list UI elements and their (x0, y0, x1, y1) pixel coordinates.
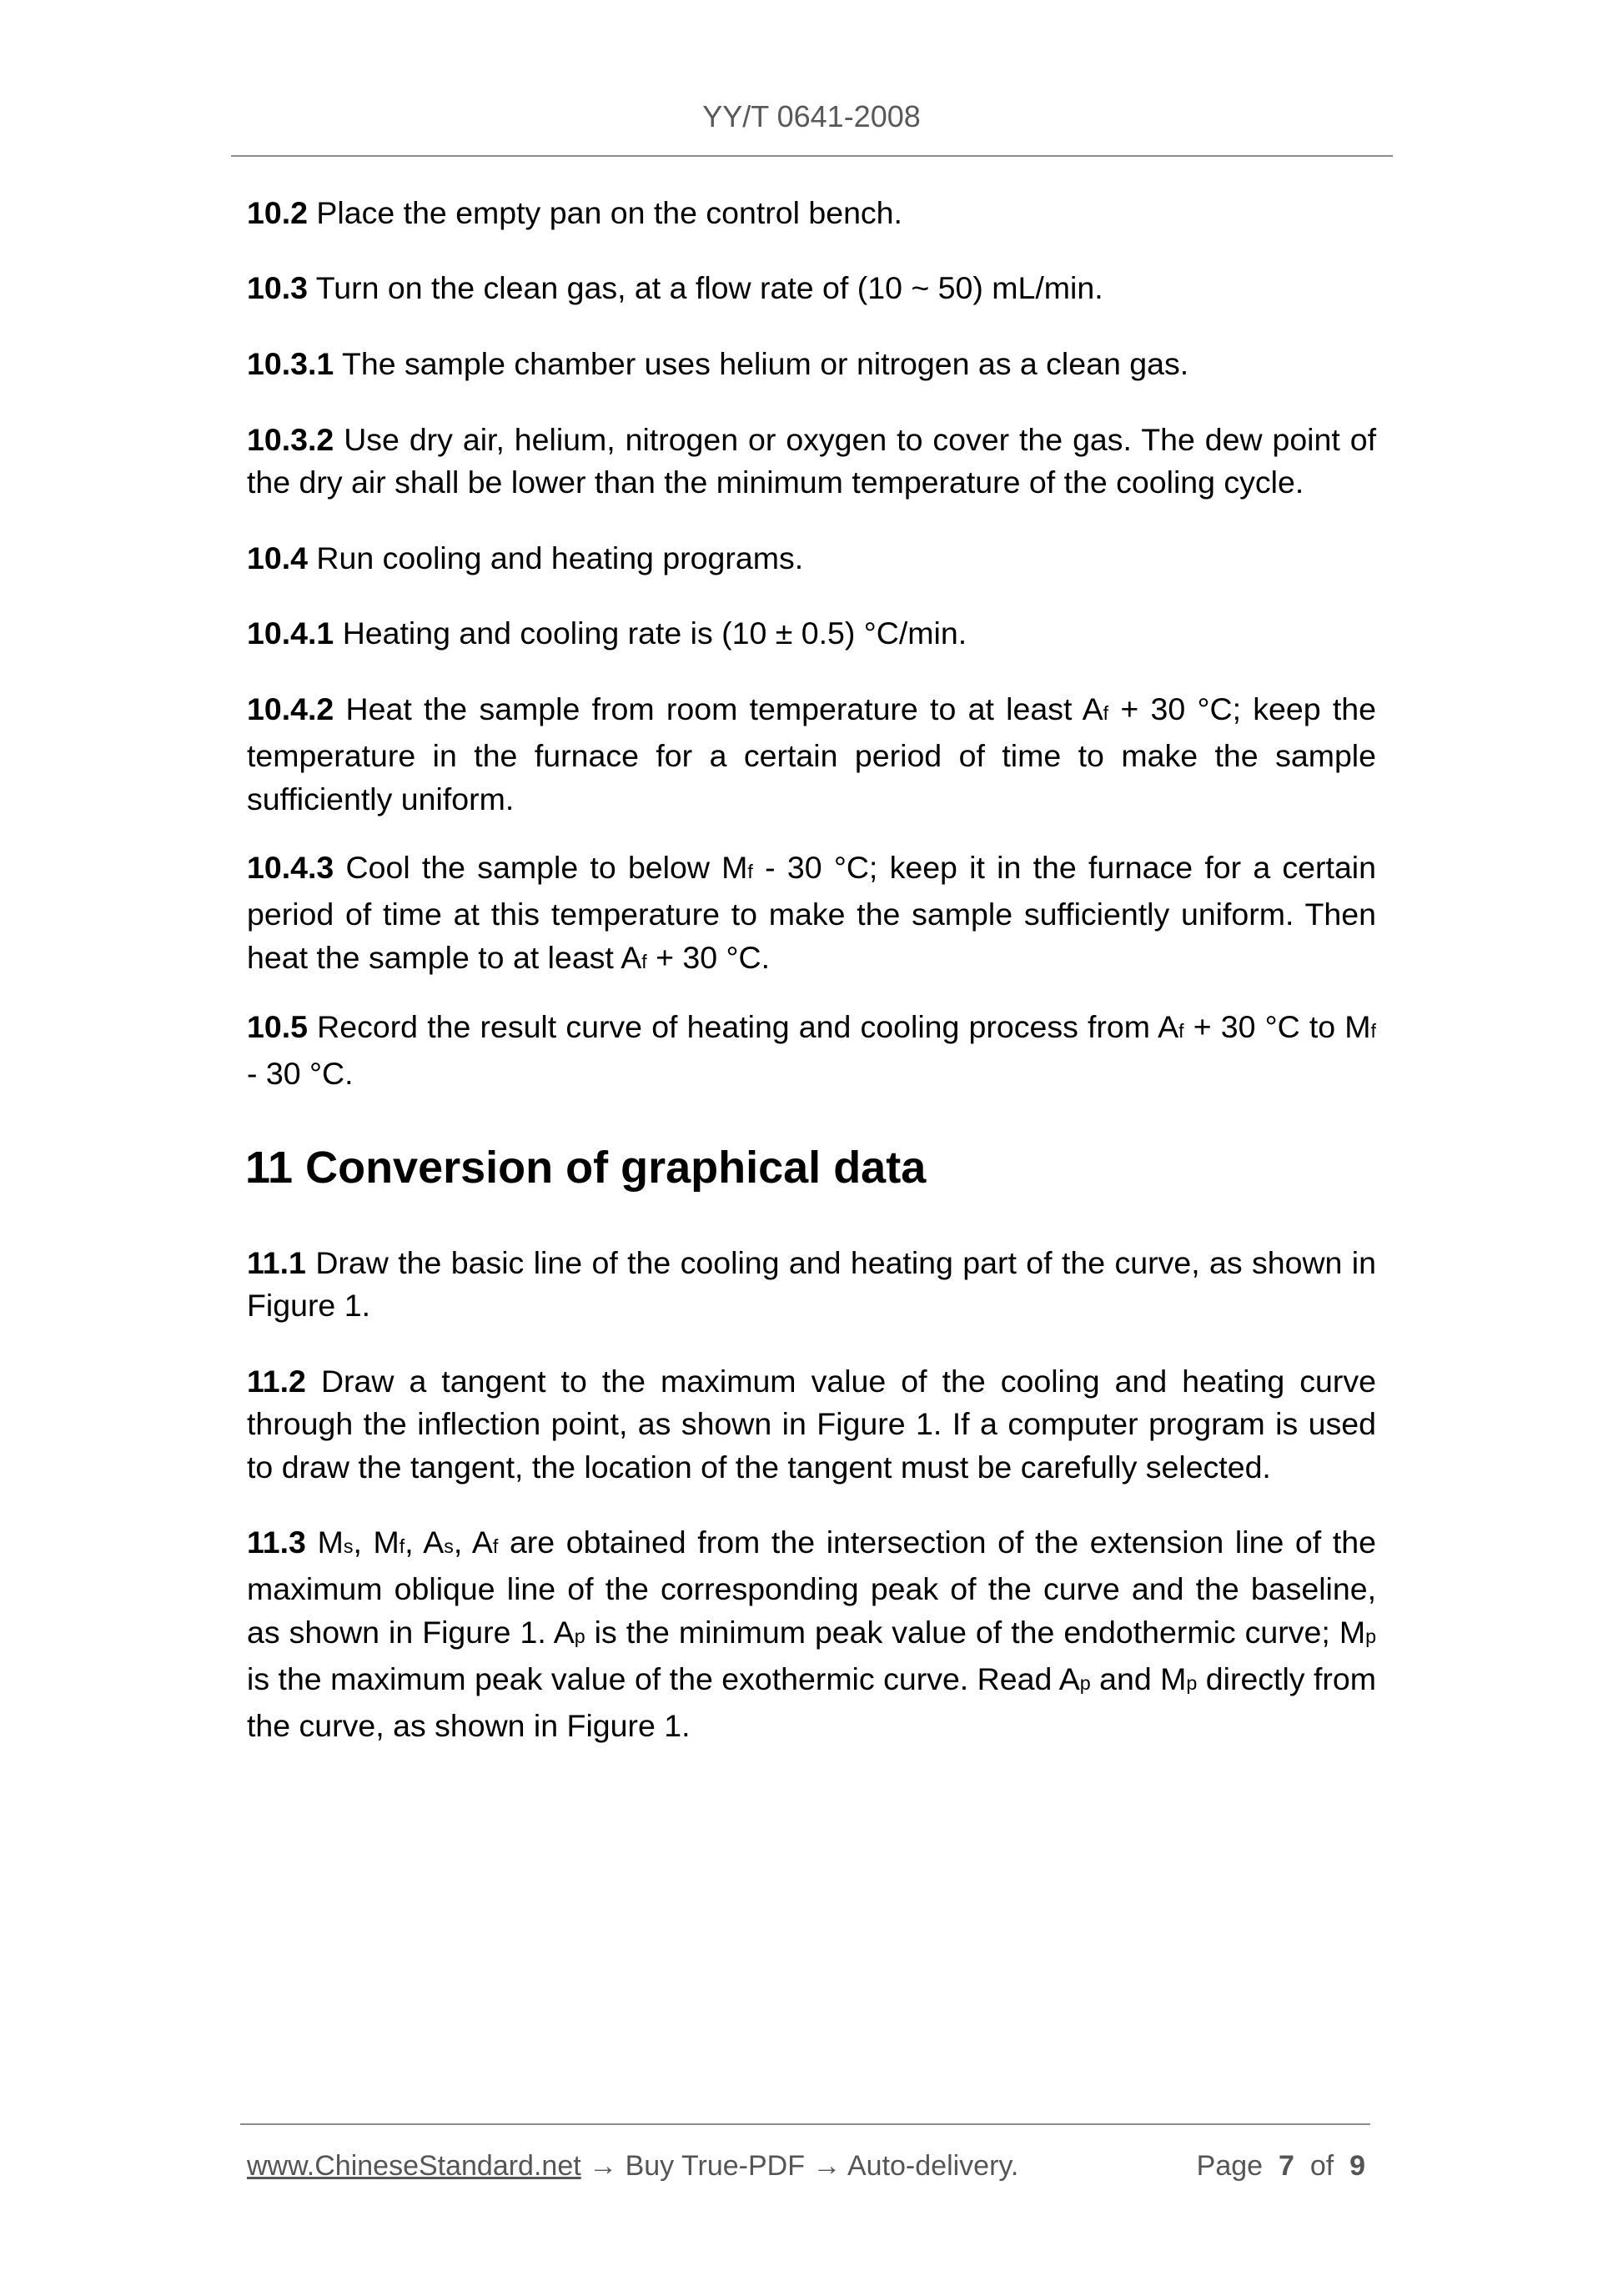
document-id-header: YY/T 0641-2008 (702, 99, 921, 133)
clause-text: Heat the sample from room temperature to at least A (345, 691, 1103, 726)
subscript: f (492, 1535, 499, 1557)
arrow-right-icon: → (812, 2150, 842, 2182)
subscript: f (641, 950, 647, 972)
clause-number: 10.5 (247, 1009, 308, 1044)
subscript: p (1079, 1671, 1091, 1694)
clause-10-3 (247, 267, 1376, 309)
clause-number: 10.3.1 (247, 346, 334, 381)
auto-delivery-text: Auto-delivery. (841, 2150, 1019, 2182)
clause-text: The sample chamber uses helium or nitrogen as a clean gas. (342, 346, 1189, 381)
header-divider (231, 155, 1393, 157)
subscript: f (1178, 1020, 1184, 1042)
clause-10-4-1 (247, 612, 1376, 655)
clause-number: 10.4 (247, 540, 308, 575)
clause-number: 11.2 (247, 1364, 306, 1399)
buy-text: Buy True-PDF (617, 2150, 813, 2182)
separator: , (404, 1525, 424, 1560)
clause-text: - 30 °C. (247, 1056, 354, 1092)
clause-text: Place the empty pan on the control bench. (316, 195, 902, 230)
clause-10-4 (247, 537, 1376, 580)
symbol: A (471, 1525, 493, 1560)
clause-text: Draw a tangent to the maximum value of the cooling and heating curve through the inflection point, as shown in Figure 1. If a computer program is used to draw the tangent, the location of the tangent must be carefully selected. (247, 1364, 1376, 1485)
subscript: f (399, 1535, 405, 1557)
symbol: M (1339, 1614, 1366, 1650)
clause-10-3-1 (247, 343, 1376, 385)
symbol: M (317, 1525, 344, 1560)
clause-text: + 30 °C. (646, 939, 771, 975)
clause-text: Cool the sample to below M (345, 850, 748, 885)
footer-promo (247, 2148, 1018, 2184)
website-link[interactable]: www.ChineseStandard.net (247, 2150, 581, 2182)
clause-number: 11.1 (247, 1245, 306, 1280)
clause-11-1 (247, 1242, 1376, 1328)
footer-divider (240, 2123, 1370, 2125)
clause-text: + 30 °C to M (1183, 1009, 1371, 1044)
clause-number: 10.3 (247, 270, 308, 305)
clause-text: is the minimum peak value of the endothermic curve; (585, 1614, 1339, 1650)
symbol: A (1058, 1660, 1080, 1696)
subscript: s (444, 1535, 454, 1557)
clause-text: + 30 °C; keep the temperature in the furnace for a certain period of time to make the sample sufficiently uniform. (247, 691, 1376, 816)
page-number (1197, 2148, 1365, 2184)
symbol: M (1160, 1660, 1187, 1696)
clause-10-2 (247, 192, 1376, 234)
symbol: A (553, 1614, 575, 1650)
clause-number: 10.4.3 (247, 850, 334, 885)
subscript: p (1365, 1625, 1376, 1647)
clause-number: 10.3.2 (247, 422, 334, 457)
clause-11-2 (247, 1360, 1376, 1489)
clause-text: Heating and cooling rate is (10 ± 0.5) °C/min. (342, 615, 967, 651)
clause-text: directly from the curve, as shown in Figure 1. (247, 1660, 1377, 1744)
clause-11-3 (247, 1521, 1376, 1747)
symbol: A (423, 1525, 445, 1560)
subscript: f (747, 861, 753, 882)
page-footer (247, 2148, 1368, 2184)
clause-10-4-2 (247, 688, 1376, 821)
clause-text: Use dry air, helium, nitrogen or oxygen to cover the gas. The dew point of the dry air shall be lower than the minimum temperature of the cooling cycle. (247, 422, 1376, 500)
clause-text: Draw the basic line of the cooling and heating part of the curve, as shown in Figure 1. (247, 1245, 1376, 1324)
separator: , (453, 1525, 472, 1560)
clause-text: and (1090, 1660, 1161, 1696)
page-label: Page (1196, 2150, 1264, 2182)
clause-number: 10.4.1 (247, 615, 334, 651)
clause-number: 11.3 (247, 1525, 306, 1560)
clause-text: Record the result curve of heating and cooling process from A (317, 1009, 1179, 1044)
clause-text: Turn on the clean gas, at a flow rate of (10 ~ 50) mL/min. (315, 270, 1103, 305)
clause-10-4-3 (247, 847, 1376, 983)
separator: , (353, 1525, 374, 1560)
symbol: M (373, 1525, 399, 1560)
page-total: 9 (1349, 2150, 1365, 2182)
clause-text: are obtained from the intersection of the extension line of the maximum oblique line of the corresponding peak of the curve and the baseline, as shown in Figure 1. (247, 1525, 1376, 1650)
clause-number: 10.4.2 (247, 691, 334, 726)
subscript: p (1186, 1671, 1198, 1694)
clause-text: is the maximum peak value of the exothermic curve. Read (247, 1660, 1059, 1696)
clause-text: - 30 °C; keep it in the furnace for a certain period of time at this temperature to make the sample sufficiently uniform. Then heat the sample to at least A (247, 850, 1376, 975)
clause-10-5 (247, 1006, 1376, 1096)
section-heading-11: 11 Conversion of graphical data (245, 1143, 927, 1193)
clause-10-3-2 (247, 419, 1376, 505)
clause-text: Run cooling and heating programs. (316, 540, 804, 575)
arrow-right-icon: → (589, 2150, 618, 2182)
subscript: p (574, 1625, 585, 1647)
of-label: of (1309, 2150, 1334, 2182)
clause-number: 10.2 (247, 195, 308, 230)
page-current: 7 (1278, 2150, 1294, 2182)
subscript: f (1370, 1020, 1376, 1042)
subscript: f (1103, 702, 1109, 724)
subscript: s (343, 1535, 354, 1557)
